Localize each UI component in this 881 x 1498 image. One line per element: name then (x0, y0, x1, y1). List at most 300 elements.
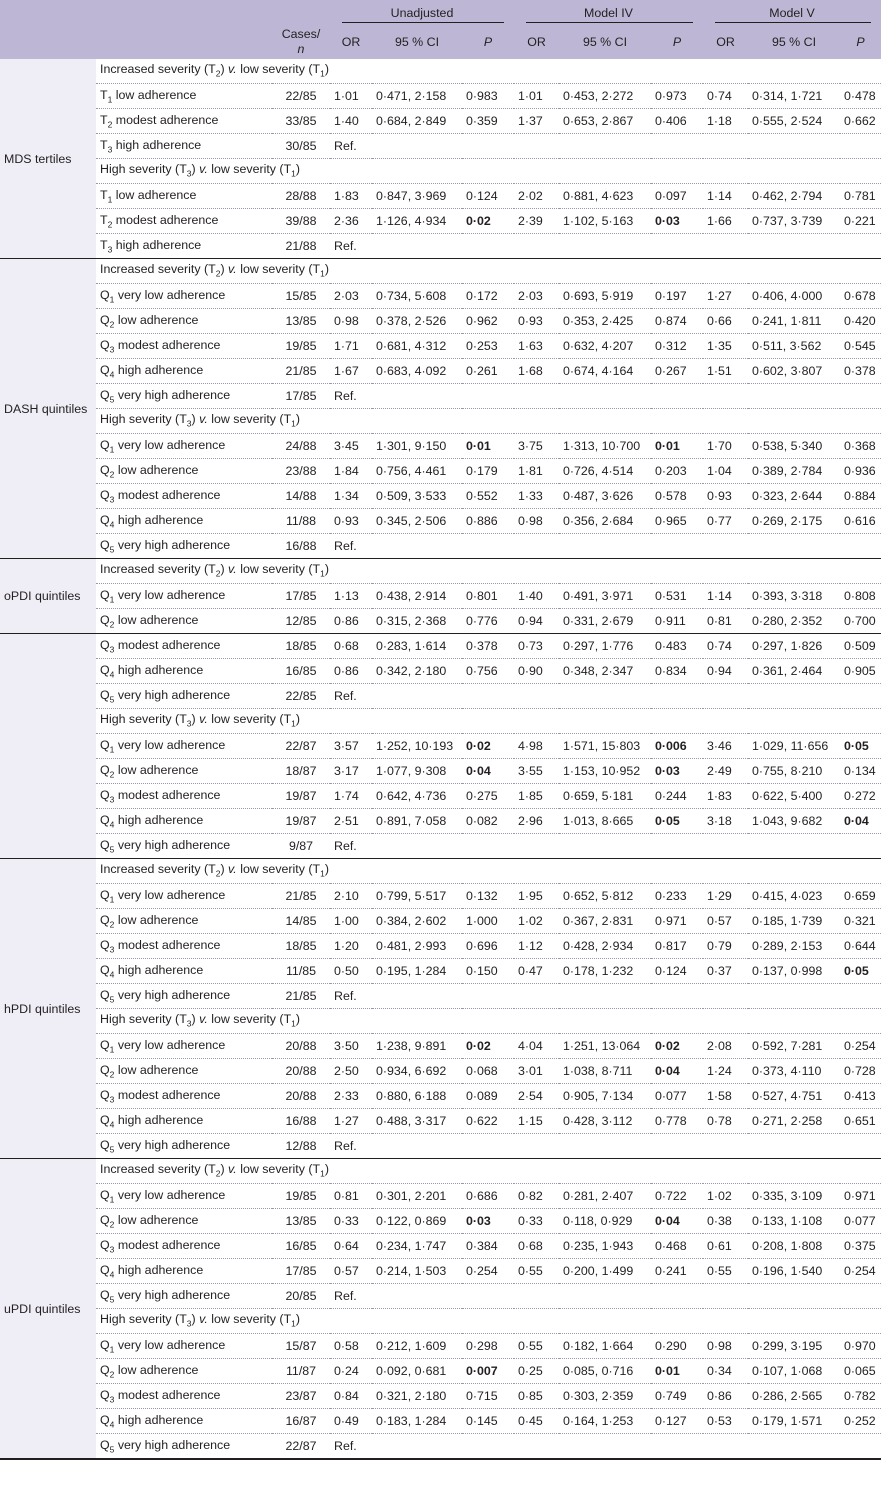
comparison-subheader: Increased severity $(T_2)$ v. low severity $(T_1)$ (96, 859, 881, 884)
or-model-v: 1·83 (703, 784, 748, 809)
ci-model-v: 0·622, 5·400 (748, 784, 840, 809)
p-model-iv: 0·04 (651, 1209, 703, 1234)
ci-model-iv: 0·164, 1·253 (559, 1409, 651, 1434)
empty-cell (372, 1134, 462, 1159)
p-unadjusted: 0·275 (462, 784, 514, 809)
comparison-subheader: Increased severity $(T_2)$ v. low severity $(T_1)$ (96, 59, 881, 84)
p-model-v: 0·659 (840, 884, 881, 909)
ci-model-iv: 0·428, 2·934 (559, 934, 651, 959)
header-cases (272, 25, 330, 59)
ci-model-iv: 1·313, 10·700 (559, 434, 651, 459)
table-row (0, 1359, 881, 1384)
header-cases-line1: Cases/ (281, 27, 321, 41)
empty-cell (462, 984, 514, 1009)
table-row (0, 1184, 881, 1209)
table-row (0, 634, 881, 659)
ci-model-v: 0·592, 7·281 (748, 1034, 840, 1059)
or-model-iv: 1·12 (514, 934, 559, 959)
empty-cell (462, 234, 514, 259)
ci-unadjusted: 0·681, 4·312 (372, 334, 462, 359)
table-row (0, 1434, 881, 1460)
or-model-v: 0·98 (703, 1334, 748, 1359)
empty-cell (372, 684, 462, 709)
ci-model-v: 0·462, 2·794 (748, 184, 840, 209)
empty-cell (514, 984, 559, 1009)
header-ci: 95 % CI (372, 25, 462, 59)
p-model-iv: 0·874 (651, 309, 703, 334)
p-model-iv: 0·02 (651, 1034, 703, 1059)
table-row (0, 834, 881, 859)
empty-cell (372, 834, 462, 859)
cases-value: 23/88 (272, 459, 330, 484)
p-unadjusted: 0·03 (462, 1209, 514, 1234)
header-p: P (651, 25, 703, 59)
or-model-iv: 1·63 (514, 334, 559, 359)
empty-cell (559, 1284, 651, 1309)
header-p: P (840, 25, 881, 59)
or-model-iv: 3·55 (514, 759, 559, 784)
header-cases-line2: n (297, 42, 305, 56)
table-subheader-row (0, 259, 881, 284)
ci-unadjusted: 0·321, 2·180 (372, 1384, 462, 1409)
row-label: $Q_5$ very high adherence (96, 384, 272, 409)
empty-cell (748, 1134, 840, 1159)
table-subheader-row (0, 559, 881, 584)
ci-model-v: 0·555, 2·524 (748, 109, 840, 134)
cases-value: 23/87 (272, 1384, 330, 1409)
row-label: $Q_5$ very high adherence (96, 1434, 272, 1460)
row-label: $Q_5$ very high adherence (96, 684, 272, 709)
cases-value: 16/88 (272, 534, 330, 559)
row-label: $Q_2$ low adherence (96, 609, 272, 634)
comparison-subheader: Increased severity $(T_2)$ v. low severity $(T_1)$ (96, 1159, 881, 1184)
or-model-iv: 1·33 (514, 484, 559, 509)
ci-model-v: 0·133, 1·108 (748, 1209, 840, 1234)
header-blank (0, 25, 96, 59)
empty-cell (559, 834, 651, 859)
cases-value: 21/88 (272, 234, 330, 259)
ci-model-iv: 0·659, 5·181 (559, 784, 651, 809)
row-label: $Q_3$ modest adherence (96, 784, 272, 809)
or-model-iv: 0·98 (514, 509, 559, 534)
ci-model-iv: 0·453, 2·272 (559, 84, 651, 109)
ci-model-iv: 0·674, 4·164 (559, 359, 651, 384)
empty-cell (462, 134, 514, 159)
p-unadjusted: 0·172 (462, 284, 514, 309)
table-row (0, 184, 881, 209)
ci-model-iv: 1·251, 13·064 (559, 1034, 651, 1059)
table-row (0, 1084, 881, 1109)
p-unadjusted: 0·179 (462, 459, 514, 484)
or-model-iv: 0·73 (514, 634, 559, 659)
row-label: $Q_2$ low adherence (96, 309, 272, 334)
cases-value: 9/87 (272, 834, 330, 859)
empty-cell (651, 1284, 703, 1309)
or-unadjusted: 0·57 (330, 1259, 372, 1284)
ci-model-v: 0·286, 2·565 (748, 1384, 840, 1409)
cases-value: 16/85 (272, 659, 330, 684)
p-unadjusted: 0·02 (462, 209, 514, 234)
table-row (0, 784, 881, 809)
p-model-iv: 0·834 (651, 659, 703, 684)
cases-value: 11/87 (272, 1359, 330, 1384)
p-unadjusted: 0·715 (462, 1384, 514, 1409)
or-model-iv: 1·85 (514, 784, 559, 809)
reference-label: Ref. (330, 1284, 372, 1309)
p-model-v: 0·077 (840, 1209, 881, 1234)
p-model-v: 0·413 (840, 1084, 881, 1109)
table-row (0, 609, 881, 634)
empty-cell (372, 534, 462, 559)
ci-model-iv: 0·367, 2·831 (559, 909, 651, 934)
or-unadjusted: 1·84 (330, 459, 372, 484)
ci-model-iv: 0·303, 2·359 (559, 1384, 651, 1409)
ci-model-iv: 0·653, 2·867 (559, 109, 651, 134)
ci-unadjusted: 0·378, 2·526 (372, 309, 462, 334)
p-unadjusted: 0·261 (462, 359, 514, 384)
or-unadjusted: 0·84 (330, 1384, 372, 1409)
or-model-v: 1·14 (703, 184, 748, 209)
ci-model-v: 1·029, 11·656 (748, 734, 840, 759)
or-unadjusted: 2·10 (330, 884, 372, 909)
empty-cell (514, 684, 559, 709)
ci-model-iv: 1·571, 15·803 (559, 734, 651, 759)
p-model-v: 0·05 (840, 959, 881, 984)
or-unadjusted: 1·74 (330, 784, 372, 809)
p-model-v: 0·272 (840, 784, 881, 809)
comparison-subheader: High severity $(T_3)$ v. low severity $(T_1)$ (96, 709, 881, 734)
reference-label: Ref. (330, 684, 372, 709)
table-row (0, 484, 881, 509)
cases-value: 16/85 (272, 1234, 330, 1259)
p-model-v: 0·134 (840, 759, 881, 784)
row-label: $Q_1$ very low adherence (96, 1334, 272, 1359)
empty-cell (703, 834, 748, 859)
p-unadjusted: 0·776 (462, 609, 514, 634)
p-unadjusted: 0·696 (462, 934, 514, 959)
or-model-iv: 1·95 (514, 884, 559, 909)
ci-model-v: 0·208, 1·808 (748, 1234, 840, 1259)
or-model-iv: 0·94 (514, 609, 559, 634)
or-unadjusted: 0·58 (330, 1334, 372, 1359)
empty-cell (651, 234, 703, 259)
p-model-iv: 0·817 (651, 934, 703, 959)
ci-unadjusted: 0·934, 6·692 (372, 1059, 462, 1084)
or-model-iv: 0·68 (514, 1234, 559, 1259)
cases-value: 14/88 (272, 484, 330, 509)
empty-cell (703, 984, 748, 1009)
or-model-v: 0·34 (703, 1359, 748, 1384)
empty-cell (703, 684, 748, 709)
ci-model-v: 0·271, 2·258 (748, 1109, 840, 1134)
ci-model-iv: 0·632, 4·207 (559, 334, 651, 359)
cases-value: 17/85 (272, 1259, 330, 1284)
p-unadjusted: 0·384 (462, 1234, 514, 1259)
p-model-v: 0·065 (840, 1359, 881, 1384)
table-row (0, 209, 881, 234)
reference-label: Ref. (330, 534, 372, 559)
or-model-iv: 0·55 (514, 1259, 559, 1284)
p-model-v: 0·808 (840, 584, 881, 609)
row-label: $Q_5$ very high adherence (96, 534, 272, 559)
p-unadjusted: 0·359 (462, 109, 514, 134)
ci-unadjusted: 0·315, 2·368 (372, 609, 462, 634)
ci-unadjusted: 1·252, 10·193 (372, 734, 462, 759)
ci-model-v: 0·335, 3·109 (748, 1184, 840, 1209)
table-row (0, 759, 881, 784)
cases-value: 30/85 (272, 134, 330, 159)
cases-value: 20/88 (272, 1034, 330, 1059)
ci-unadjusted: 0·471, 2·158 (372, 84, 462, 109)
empty-cell (748, 984, 840, 1009)
p-model-iv: 0·578 (651, 484, 703, 509)
or-model-iv: 2·02 (514, 184, 559, 209)
p-unadjusted: 0·886 (462, 509, 514, 534)
empty-cell (559, 984, 651, 1009)
section-title: hPDI quintiles (0, 859, 96, 1159)
ci-model-v: 0·373, 4·110 (748, 1059, 840, 1084)
reference-label: Ref. (330, 234, 372, 259)
p-model-iv: 0·04 (651, 1059, 703, 1084)
row-label: $T_3$ high adherence (96, 234, 272, 259)
p-unadjusted: 0·02 (462, 1034, 514, 1059)
or-model-v: 1·02 (703, 1184, 748, 1209)
ci-model-v: 0·185, 1·739 (748, 909, 840, 934)
table-row (0, 734, 881, 759)
table-row (0, 1134, 881, 1159)
ci-model-v: 0·389, 2·784 (748, 459, 840, 484)
p-unadjusted: 0·01 (462, 434, 514, 459)
cases-value: 12/85 (272, 609, 330, 634)
ci-model-iv: 0·331, 2·679 (559, 609, 651, 634)
row-label: $Q_2$ low adherence (96, 1359, 272, 1384)
empty-cell (559, 534, 651, 559)
ci-model-v: 0·299, 3·195 (748, 1334, 840, 1359)
p-model-v: 0·651 (840, 1109, 881, 1134)
empty-cell (514, 234, 559, 259)
or-model-v: 3·46 (703, 734, 748, 759)
table-row (0, 884, 881, 909)
or-model-iv: 1·15 (514, 1109, 559, 1134)
table-row (0, 509, 881, 534)
or-unadjusted: 3·17 (330, 759, 372, 784)
p-model-v: 0·04 (840, 809, 881, 834)
comparison-subheader: Increased severity $(T_2)$ v. low severity $(T_1)$ (96, 559, 881, 584)
p-unadjusted: 0·756 (462, 659, 514, 684)
p-model-v: 0·644 (840, 934, 881, 959)
section-title: MDS tertiles (0, 59, 96, 259)
ci-model-iv: 0·085, 0·716 (559, 1359, 651, 1384)
row-label: $Q_5$ very high adherence (96, 834, 272, 859)
p-model-v: 0·728 (840, 1059, 881, 1084)
row-label: $Q_1$ very low adherence (96, 284, 272, 309)
p-model-v: 0·375 (840, 1234, 881, 1259)
p-unadjusted: 0·253 (462, 334, 514, 359)
table-row (0, 684, 881, 709)
or-unadjusted: 1·67 (330, 359, 372, 384)
or-model-v: 2·08 (703, 1034, 748, 1059)
or-model-iv: 0·45 (514, 1409, 559, 1434)
p-model-v: 0·936 (840, 459, 881, 484)
cases-value: 19/85 (272, 1184, 330, 1209)
p-model-v: 0·781 (840, 184, 881, 209)
empty-cell (840, 384, 881, 409)
row-label: $Q_1$ very low adherence (96, 734, 272, 759)
ci-unadjusted: 0·092, 0·681 (372, 1359, 462, 1384)
empty-cell (703, 1284, 748, 1309)
p-model-iv: 0·531 (651, 584, 703, 609)
empty-cell (748, 234, 840, 259)
p-model-iv: 0·973 (651, 84, 703, 109)
header-ci: 95 % CI (559, 25, 651, 59)
row-label: $Q_1$ very low adherence (96, 584, 272, 609)
ci-model-iv: 1·038, 8·711 (559, 1059, 651, 1084)
header-blank (96, 25, 272, 59)
comparison-subheader: High severity $(T_3)$ v. low severity $(T_1)$ (96, 159, 881, 184)
ci-model-v: 0·511, 3·562 (748, 334, 840, 359)
p-model-iv: 0·267 (651, 359, 703, 384)
empty-cell (462, 1134, 514, 1159)
p-model-v: 0·700 (840, 609, 881, 634)
or-model-iv: 4·98 (514, 734, 559, 759)
or-unadjusted: 2·51 (330, 809, 372, 834)
reference-label: Ref. (330, 134, 372, 159)
table-row (0, 534, 881, 559)
or-unadjusted: 1·00 (330, 909, 372, 934)
header-or: OR (330, 25, 372, 59)
comparison-subheader: High severity $(T_3)$ v. low severity $(T_1)$ (96, 1009, 881, 1034)
ci-unadjusted: 0·734, 5·608 (372, 284, 462, 309)
or-model-v: 3·18 (703, 809, 748, 834)
header-group-model-v: Model V (703, 0, 881, 25)
or-model-iv: 4·04 (514, 1034, 559, 1059)
table-subheader-row (0, 1009, 881, 1034)
header-or: OR (703, 25, 748, 59)
table-row (0, 359, 881, 384)
section-title (0, 634, 96, 859)
p-model-v: 0·545 (840, 334, 881, 359)
ci-model-iv: 0·353, 2·425 (559, 309, 651, 334)
table-row (0, 909, 881, 934)
comparison-subheader: High severity $(T_3)$ v. low severity $(T_1)$ (96, 409, 881, 434)
header-blank (272, 0, 330, 25)
or-unadjusted: 2·33 (330, 1084, 372, 1109)
table-row (0, 1334, 881, 1359)
ci-model-iv: 0·297, 1·776 (559, 634, 651, 659)
p-model-v: 0·252 (840, 1409, 881, 1434)
empty-cell (703, 384, 748, 409)
row-label: $Q_3$ modest adherence (96, 1234, 272, 1259)
table-subheader-row (0, 709, 881, 734)
row-label: $Q_1$ very low adherence (96, 1184, 272, 1209)
p-model-v: 0·221 (840, 209, 881, 234)
empty-cell (651, 534, 703, 559)
empty-cell (514, 384, 559, 409)
or-unadjusted: 0·86 (330, 609, 372, 634)
ci-model-iv: 0·693, 5·919 (559, 284, 651, 309)
empty-cell (748, 1284, 840, 1309)
table-row (0, 1409, 881, 1434)
or-model-v: 1·51 (703, 359, 748, 384)
header-or: OR (514, 25, 559, 59)
empty-cell (651, 834, 703, 859)
cases-value: 12/88 (272, 1134, 330, 1159)
reference-label: Ref. (330, 1134, 372, 1159)
or-unadjusted: 1·27 (330, 1109, 372, 1134)
row-label: $Q_4$ high adherence (96, 659, 272, 684)
empty-cell (703, 234, 748, 259)
empty-cell (703, 134, 748, 159)
cases-value: 16/87 (272, 1409, 330, 1434)
header-blank (96, 0, 272, 25)
cases-value: 17/85 (272, 584, 330, 609)
or-model-v: 1·27 (703, 284, 748, 309)
section-title: DASH quintiles (0, 259, 96, 559)
or-unadjusted: 1·83 (330, 184, 372, 209)
or-unadjusted: 1·34 (330, 484, 372, 509)
header-group-model-iv: Model IV (514, 0, 703, 25)
or-model-iv: 1·01 (514, 84, 559, 109)
or-unadjusted: 0·33 (330, 1209, 372, 1234)
ci-unadjusted: 0·183, 1·284 (372, 1409, 462, 1434)
ci-model-iv: 0·487, 3·626 (559, 484, 651, 509)
p-model-iv: 0·233 (651, 884, 703, 909)
p-model-iv: 0·01 (651, 1359, 703, 1384)
p-model-iv: 0·124 (651, 959, 703, 984)
or-model-iv: 1·37 (514, 109, 559, 134)
ci-unadjusted: 0·756, 4·461 (372, 459, 462, 484)
empty-cell (462, 384, 514, 409)
or-model-v: 1·58 (703, 1084, 748, 1109)
p-model-iv: 0·290 (651, 1334, 703, 1359)
empty-cell (840, 684, 881, 709)
row-label: $T_1$ low adherence (96, 84, 272, 109)
cases-value: 18/87 (272, 759, 330, 784)
or-model-v: 2·49 (703, 759, 748, 784)
table-subheader-row (0, 59, 881, 84)
row-label: $T_3$ high adherence (96, 134, 272, 159)
comparison-subheader: High severity $(T_3)$ v. low severity $(T_1)$ (96, 1309, 881, 1334)
p-unadjusted: 0·068 (462, 1059, 514, 1084)
p-model-iv: 0·749 (651, 1384, 703, 1409)
row-label: $Q_5$ very high adherence (96, 1134, 272, 1159)
ci-model-v: 0·323, 2·644 (748, 484, 840, 509)
or-model-v: 0·93 (703, 484, 748, 509)
ci-model-v: 0·297, 1·826 (748, 634, 840, 659)
ci-unadjusted: 0·384, 2·602 (372, 909, 462, 934)
p-unadjusted: 1·000 (462, 909, 514, 934)
cases-value: 15/85 (272, 284, 330, 309)
empty-cell (840, 834, 881, 859)
cases-value: 21/85 (272, 359, 330, 384)
empty-cell (748, 684, 840, 709)
table-row (0, 1034, 881, 1059)
cases-value: 20/88 (272, 1059, 330, 1084)
table-row (0, 1259, 881, 1284)
row-label: $Q_3$ modest adherence (96, 1384, 272, 1409)
or-unadjusted: 3·45 (330, 434, 372, 459)
p-model-iv: 0·01 (651, 434, 703, 459)
section-title: uPDI quintiles (0, 1159, 96, 1460)
or-model-v: 0·77 (703, 509, 748, 534)
p-unadjusted: 0·686 (462, 1184, 514, 1209)
table-row (0, 934, 881, 959)
p-model-v: 0·478 (840, 84, 881, 109)
p-unadjusted: 0·145 (462, 1409, 514, 1434)
or-model-v: 0·61 (703, 1234, 748, 1259)
cases-value: 19/85 (272, 334, 330, 359)
or-unadjusted: 2·50 (330, 1059, 372, 1084)
